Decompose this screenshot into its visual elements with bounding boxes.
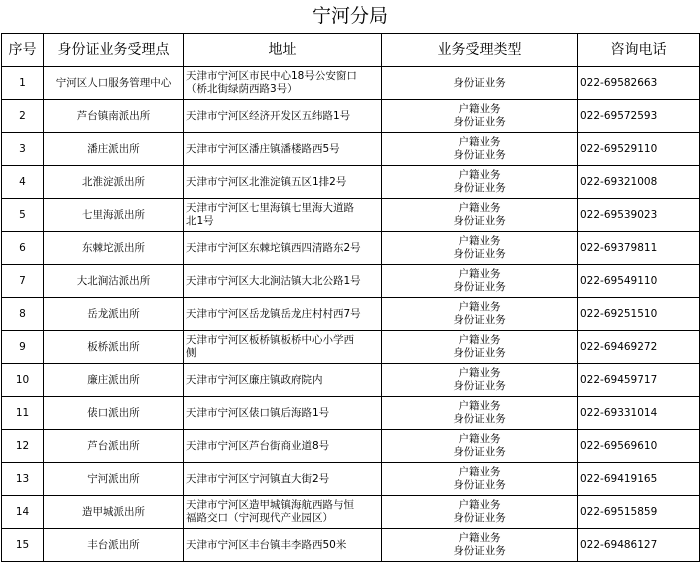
station-address bbox=[184, 199, 382, 232]
phone-number: 022-69379811 bbox=[578, 232, 700, 265]
service-types bbox=[382, 265, 578, 298]
table-row bbox=[2, 331, 700, 364]
phone-number: 022-69419165 bbox=[578, 463, 700, 496]
station-address bbox=[184, 232, 382, 265]
table-row bbox=[2, 232, 700, 265]
station-name: 宁河派出所 bbox=[44, 463, 184, 496]
service-types bbox=[382, 463, 578, 496]
service-type: 户籍业务 bbox=[458, 433, 501, 445]
phone-number: 022-69321008 bbox=[578, 166, 700, 199]
service-type: 户籍业务 bbox=[458, 400, 501, 412]
table-row bbox=[2, 133, 700, 166]
row-number: 2 bbox=[2, 100, 44, 133]
service-type: 身份证业务 bbox=[453, 116, 506, 128]
service-type: 户籍业务 bbox=[458, 169, 501, 181]
row-number: 7 bbox=[2, 265, 44, 298]
row-number: 4 bbox=[2, 166, 44, 199]
header-type: 业务受理类型 bbox=[382, 34, 578, 67]
table-header-row bbox=[2, 34, 700, 67]
station-table bbox=[1, 33, 700, 562]
phone-number: 022-69572593 bbox=[578, 100, 700, 133]
phone-number: 022-69539023 bbox=[578, 199, 700, 232]
address-line: （桥北街绿荫西路3号） bbox=[186, 83, 298, 95]
station-name: 芦台镇南派出所 bbox=[44, 100, 184, 133]
address-line: 天津市宁河区七里海镇七里海大道路 bbox=[186, 202, 354, 214]
station-address bbox=[184, 496, 382, 529]
table-row bbox=[2, 298, 700, 331]
address-line: 天津市宁河区芦台街商业道8号 bbox=[186, 439, 330, 452]
service-type: 身份证业务 bbox=[453, 314, 506, 326]
row-number: 8 bbox=[2, 298, 44, 331]
page-title: 宁河分局 bbox=[311, 5, 388, 27]
station-name: 丰台派出所 bbox=[44, 529, 184, 562]
service-types bbox=[382, 298, 578, 331]
address-line: 天津市宁河区大北涧沽镇大北公路1号 bbox=[186, 274, 361, 287]
service-type: 身份证业务 bbox=[453, 512, 506, 524]
phone-number: 022-69529110 bbox=[578, 133, 700, 166]
service-types bbox=[382, 199, 578, 232]
service-type: 户籍业务 bbox=[458, 268, 501, 280]
row-number: 10 bbox=[2, 364, 44, 397]
phone-number: 022-69515859 bbox=[578, 496, 700, 529]
station-name: 俵口派出所 bbox=[44, 397, 184, 430]
service-type: 户籍业务 bbox=[458, 136, 501, 148]
station-name: 廉庄派出所 bbox=[44, 364, 184, 397]
service-type: 身份证业务 bbox=[453, 446, 506, 458]
station-address bbox=[184, 463, 382, 496]
station-name: 芦台派出所 bbox=[44, 430, 184, 463]
address-line: 天津市宁河区市民中心18号公安窗口 bbox=[186, 70, 357, 82]
address-line: 天津市宁河区北淮淀镇五区1排2号 bbox=[186, 175, 347, 188]
station-address bbox=[184, 397, 382, 430]
station-address bbox=[184, 364, 382, 397]
table-row bbox=[2, 100, 700, 133]
service-types bbox=[382, 397, 578, 430]
row-number: 13 bbox=[2, 463, 44, 496]
service-type: 户籍业务 bbox=[458, 235, 501, 247]
table-row bbox=[2, 496, 700, 529]
service-types bbox=[382, 430, 578, 463]
service-type: 户籍业务 bbox=[458, 202, 501, 214]
station-address bbox=[184, 67, 382, 100]
service-type: 户籍业务 bbox=[458, 334, 501, 346]
station-name: 宁河区人口服务管理中心 bbox=[44, 67, 184, 100]
service-type: 身份证业务 bbox=[453, 479, 506, 491]
table-row bbox=[2, 166, 700, 199]
service-types bbox=[382, 529, 578, 562]
service-type: 户籍业务 bbox=[458, 301, 501, 313]
service-type: 身份证业务 bbox=[453, 347, 506, 359]
service-types bbox=[382, 133, 578, 166]
row-number: 15 bbox=[2, 529, 44, 562]
header-address: 地址 bbox=[184, 34, 382, 67]
service-type: 身份证业务 bbox=[453, 182, 506, 194]
address-line: 天津市宁河区经济开发区五纬路1号 bbox=[186, 109, 351, 122]
service-type: 户籍业务 bbox=[458, 103, 501, 115]
address-line: 天津市宁河区造甲城镇海航西路与恒 bbox=[186, 499, 354, 511]
station-name: 东棘坨派出所 bbox=[44, 232, 184, 265]
station-name: 潘庄派出所 bbox=[44, 133, 184, 166]
service-type: 身份证业务 bbox=[453, 248, 506, 260]
table-body bbox=[2, 67, 700, 562]
station-name: 北淮淀派出所 bbox=[44, 166, 184, 199]
table-row bbox=[2, 199, 700, 232]
service-type: 户籍业务 bbox=[458, 367, 501, 379]
table-row bbox=[2, 463, 700, 496]
service-types bbox=[382, 232, 578, 265]
address-line: 侧 bbox=[186, 347, 197, 359]
address-line: 天津市宁河区岳龙镇岳龙庄村村西7号 bbox=[186, 307, 361, 320]
phone-number: 022-69569610 bbox=[578, 430, 700, 463]
station-name: 七里海派出所 bbox=[44, 199, 184, 232]
station-name: 大北涧沽派出所 bbox=[44, 265, 184, 298]
service-type: 身份证业务 bbox=[453, 413, 506, 425]
row-number: 12 bbox=[2, 430, 44, 463]
table-row bbox=[2, 364, 700, 397]
service-types bbox=[382, 364, 578, 397]
service-type: 身份证业务 bbox=[453, 76, 506, 89]
service-type: 户籍业务 bbox=[458, 499, 501, 511]
row-number: 9 bbox=[2, 331, 44, 364]
address-line: 天津市宁河区俵口镇后海路1号 bbox=[186, 406, 330, 419]
row-number: 14 bbox=[2, 496, 44, 529]
phone-number: 022-69459717 bbox=[578, 364, 700, 397]
station-address bbox=[184, 133, 382, 166]
phone-number: 022-69582663 bbox=[578, 67, 700, 100]
service-types bbox=[382, 496, 578, 529]
address-line: 天津市宁河区潘庄镇潘楼路西5号 bbox=[186, 142, 340, 155]
row-number: 11 bbox=[2, 397, 44, 430]
service-types bbox=[382, 67, 578, 100]
station-address bbox=[184, 265, 382, 298]
station-name: 造甲城派出所 bbox=[44, 496, 184, 529]
address-line: 福路交口（宁河现代产业园区） bbox=[186, 512, 333, 524]
phone-number: 022-69331014 bbox=[578, 397, 700, 430]
address-line: 天津市宁河区廉庄镇政府院内 bbox=[186, 373, 323, 386]
service-type: 户籍业务 bbox=[458, 466, 501, 478]
station-address bbox=[184, 100, 382, 133]
header-tel: 咨询电话 bbox=[578, 34, 700, 67]
row-number: 5 bbox=[2, 199, 44, 232]
header-name: 身份证业务受理点 bbox=[44, 34, 184, 67]
station-address bbox=[184, 331, 382, 364]
service-type: 身份证业务 bbox=[453, 281, 506, 293]
service-types bbox=[382, 331, 578, 364]
header-no: 序号 bbox=[2, 34, 44, 67]
service-types bbox=[382, 166, 578, 199]
row-number: 3 bbox=[2, 133, 44, 166]
station-name: 板桥派出所 bbox=[44, 331, 184, 364]
service-types bbox=[382, 100, 578, 133]
address-line: 天津市宁河区板桥镇板桥中心小学西 bbox=[186, 334, 354, 346]
station-address bbox=[184, 430, 382, 463]
station-address bbox=[184, 529, 382, 562]
table-row bbox=[2, 529, 700, 562]
station-address bbox=[184, 298, 382, 331]
table-row bbox=[2, 67, 700, 100]
service-type: 身份证业务 bbox=[453, 545, 506, 557]
table-row bbox=[2, 265, 700, 298]
table-row bbox=[2, 430, 700, 463]
row-number: 6 bbox=[2, 232, 44, 265]
address-line: 北1号 bbox=[186, 215, 214, 227]
table-row bbox=[2, 397, 700, 430]
service-type: 户籍业务 bbox=[458, 532, 501, 544]
address-line: 天津市宁河区丰台镇丰李路西50米 bbox=[186, 538, 347, 551]
service-type: 身份证业务 bbox=[453, 215, 506, 227]
phone-number: 022-69251510 bbox=[578, 298, 700, 331]
station-address bbox=[184, 166, 382, 199]
address-line: 天津市宁河区东棘坨镇西四清路东2号 bbox=[186, 241, 361, 254]
phone-number: 022-69549110 bbox=[578, 265, 700, 298]
station-name: 岳龙派出所 bbox=[44, 298, 184, 331]
service-type: 身份证业务 bbox=[453, 149, 506, 161]
address-line: 天津市宁河区宁河镇直大街2号 bbox=[186, 472, 330, 485]
phone-number: 022-69486127 bbox=[578, 529, 700, 562]
row-number: 1 bbox=[2, 67, 44, 100]
service-type: 身份证业务 bbox=[453, 380, 506, 392]
phone-number: 022-69469272 bbox=[578, 331, 700, 364]
